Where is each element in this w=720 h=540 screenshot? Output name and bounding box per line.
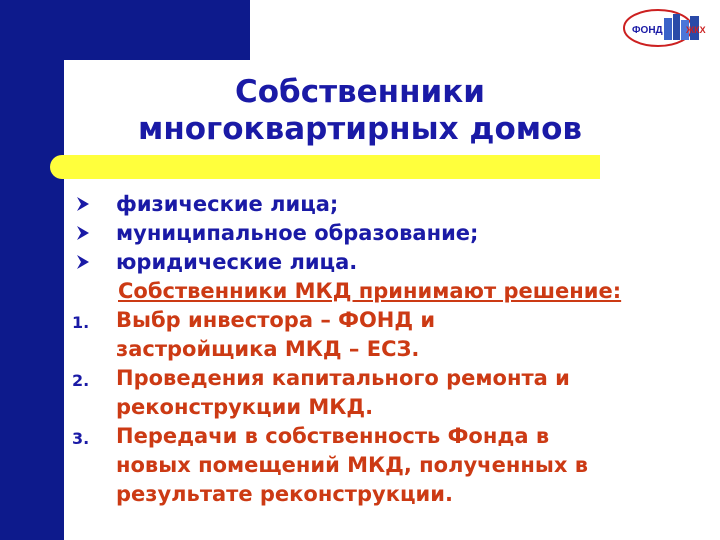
top-navy-bar (0, 0, 250, 60)
fund-logo (620, 8, 716, 48)
arrow-bullet-icon (76, 225, 90, 241)
yellow-accent-line (50, 155, 600, 179)
item-number: 2. (72, 371, 90, 390)
slide-title (100, 74, 620, 148)
bullet-item: физические лица; (72, 190, 712, 219)
decision-heading: Собственники МКД принимают решение: (118, 279, 622, 303)
logo-text-left: ФОНД (632, 25, 663, 36)
bullet-item: юридические лица. (72, 248, 712, 277)
left-navy-bar (0, 0, 64, 540)
bullet-item: муниципальное образование; (72, 219, 712, 248)
numbered-item: 3. Передачи в собственность Фонда в новых помещений МКД, полученных в результате реконструкции. (72, 424, 588, 506)
content-list (72, 190, 712, 509)
arrow-bullet-icon (76, 196, 90, 212)
item-number: 3. (72, 429, 90, 448)
arrow-bullet-icon (76, 254, 90, 270)
item-number: 1. (72, 313, 90, 332)
title-line-1: Собственники (235, 74, 485, 110)
numbered-item: 2. Проведения капитального ремонта и реконструкции МКД. (72, 366, 570, 419)
title-line-2: многоквартирных домов (137, 111, 583, 147)
numbered-item: 1. Выбр инвестора – ФОНД и застройщика МКД – ЕСЗ. (72, 308, 436, 361)
logo-text-right: ЖКХ (686, 25, 706, 35)
